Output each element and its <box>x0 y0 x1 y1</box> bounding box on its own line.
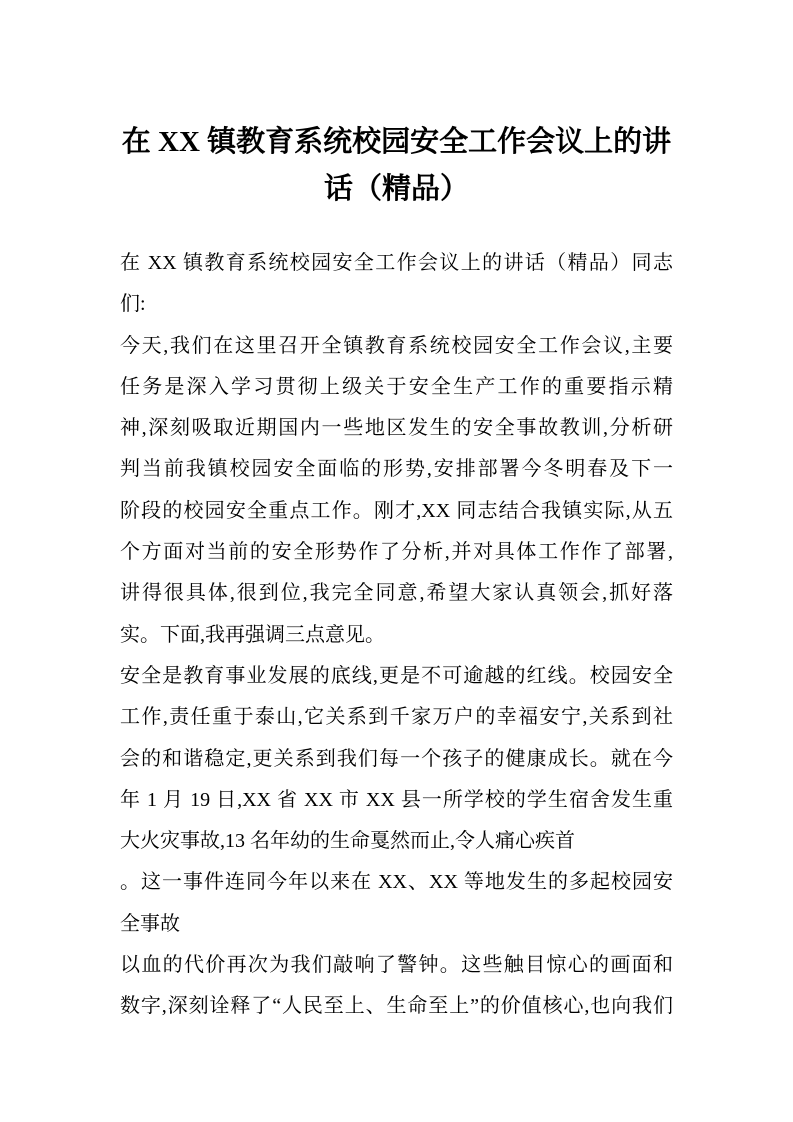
document-title-line-1: 在 XX 镇教育系统校园安全工作会议上的讲 <box>121 126 672 158</box>
text-line: 们: <box>120 293 146 316</box>
text-line: 阶段的校园安全重点工作。刚才,XX 同志结合我镇实际,从五 <box>120 499 673 522</box>
text-line: 神,深刻吸取近期国内一些地区发生的安全事故教训,分析研 <box>120 417 673 440</box>
document-title-line-2: 话（精品） <box>323 173 469 205</box>
text-line: 。这一事件连同今年以来在 XX、XX 等地发生的多起校园安 <box>120 871 673 894</box>
text-line: 大火灾事故,13 名年幼的生命戛然而止,令人痛心疾首 <box>120 830 575 853</box>
text-line: 任务是深入学习贯彻上级关于安全生产工作的重要指示精 <box>120 375 673 398</box>
text-line: 判当前我镇校园安全面临的形势,安排部署今冬明春及下一 <box>120 458 673 481</box>
text-line: 安全是教育事业发展的底线,更是不可逾越的红线。校园安全 <box>120 664 673 687</box>
text-line: 会的和谐稳定,更关系到我们每一个孩子的健康成长。就在今 <box>120 747 673 770</box>
text-line: 以血的代价再次为我们敲响了警钟。这些触目惊心的画面和 <box>120 954 673 977</box>
document-body <box>120 243 673 1028</box>
document-title <box>120 119 673 213</box>
text-line: 工作,责任重于泰山,它关系到千家万户的幸福安宁,关系到社 <box>120 706 673 729</box>
text-line: 在 XX 镇教育系统校园安全工作会议上的讲话（精品）同志 <box>120 252 673 274</box>
text-line: 年 1 月 19 日,XX 省 XX 市 XX 县一所学校的学生宿舍发生重 <box>120 788 673 811</box>
text-line: 实。下面,我再强调三点意见。 <box>120 623 385 646</box>
text-line: 今天,我们在这里召开全镇教育系统校园安全工作会议,主要 <box>120 334 673 357</box>
text-line: 数字,深刻诠释了“人民至上、生命至上”的价值核心,也向我们 <box>120 995 673 1018</box>
text-line: 个方面对当前的安全形势作了分析,并对具体工作作了部署, <box>120 541 673 564</box>
text-line: 全事故 <box>120 912 180 935</box>
text-line: 讲得很具体,很到位,我完全同意,希望大家认真领会,抓好落 <box>120 582 673 605</box>
